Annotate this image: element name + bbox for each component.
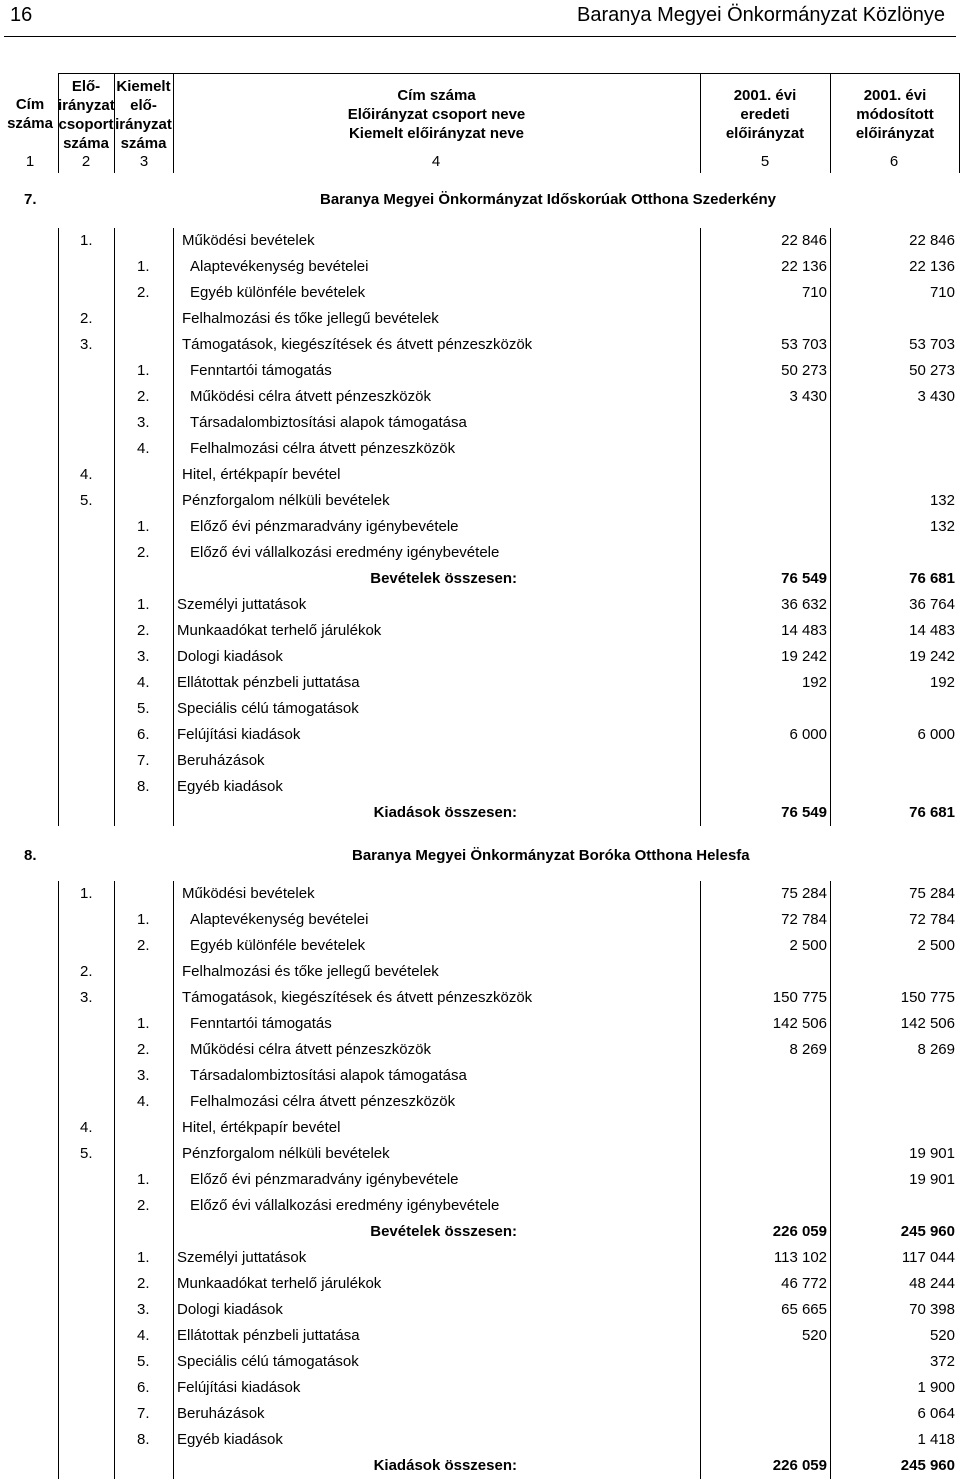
expense-total-modified: 76 681 [909,804,955,821]
item-label: Felhalmozási célra átvett pénzeszközök [190,1093,456,1110]
group-number: 2. [80,310,93,327]
expense-row [0,592,960,618]
modified-amount: 6 064 [917,1405,955,1422]
income-row [0,436,960,462]
column-rule [114,228,115,826]
expense-total-modified: 245 960 [900,1457,955,1474]
original-amount: 72 784 [781,911,827,928]
original-amount: 520 [801,1327,827,1344]
expense-number: 6. [137,726,150,743]
income-row [0,254,960,280]
group-number: 4. [80,466,93,483]
income-total-row [0,1219,960,1245]
expense-number: 3. [137,648,150,665]
item-number: 1. [137,1015,150,1032]
expense-total-original: 226 059 [772,1457,827,1474]
income-total-label: Bevételek összesen: [370,570,517,587]
item-number: 2. [137,937,150,954]
expense-row [0,748,960,774]
group-number: 1. [80,885,93,902]
modified-amount: 22 846 [909,232,955,249]
expense-number: 1. [137,1249,150,1266]
col-eredeti: 2001. évi eredeti előirányzat [725,87,805,142]
item-label: Előző évi pénzmaradvány igénybevétele [190,1171,459,1188]
modified-amount: 1 418 [917,1431,955,1448]
item-number: 1. [137,258,150,275]
publication-title: Baranya Megyei Önkormányzat Közlönye [577,4,945,26]
col-number: 6 [889,153,899,170]
column-rule [830,228,831,826]
group-label: Támogatások, kiegészítések és átvett pénzeszközök [182,989,533,1006]
modified-amount: 19 901 [909,1171,955,1188]
group-label: Felhalmozási és tőke jellegű bevételek [182,310,439,327]
item-label: Előző évi pénzmaradvány igénybevétele [190,518,459,535]
expense-row [0,722,960,748]
column-rule [58,228,59,826]
expense-row [0,774,960,800]
original-amount: 8 269 [789,1041,827,1058]
modified-amount: 50 273 [909,362,955,379]
original-amount: 19 242 [781,648,827,665]
column-rule [830,881,831,1479]
income-row [0,1011,960,1037]
expense-label: Munkaadókat terhelő járulékok [177,622,382,639]
expense-label: Felújítási kiadások [177,1379,301,1396]
col-number: 2 [81,153,91,170]
income-total-row [0,566,960,592]
income-row [0,933,960,959]
group-number: 4. [80,1119,93,1136]
group-label: Támogatások, kiegészítések és átvett pénzeszközök [182,336,533,353]
section-number: 8. [24,847,37,864]
col-cim-szama: Cím száma [7,96,53,132]
income-row [0,358,960,384]
col-number: 3 [139,153,149,170]
expense-label: Ellátottak pénzbeli juttatása [177,1327,360,1344]
group-label: Felhalmozási és tőke jellegű bevételek [182,963,439,980]
income-row [0,462,960,488]
col-megnevezes: Cím száma Előirányzat csoport neve Kiemelt előirányzat neve [347,87,526,142]
income-row [0,540,960,566]
income-row [0,1089,960,1115]
modified-amount: 6 000 [917,726,955,743]
income-row [0,1037,960,1063]
modified-amount: 72 784 [909,911,955,928]
group-label: Pénzforgalom nélküli bevételek [182,1145,390,1162]
expense-number: 2. [137,1275,150,1292]
modified-amount: 710 [929,284,955,301]
original-amount: 113 102 [773,1249,827,1266]
page-number: 16 [10,4,33,26]
modified-amount: 8 269 [917,1041,955,1058]
income-total-modified: 245 960 [900,1223,955,1240]
column-rule [114,881,115,1479]
expense-number: 2. [137,622,150,639]
item-number: 3. [137,414,150,431]
expense-row [0,696,960,722]
item-label: Fenntartói támogatás [190,362,332,379]
item-number: 1. [137,518,150,535]
expense-row [0,1427,960,1453]
col-kiemelt-eloiranyzat: Kiemelt elő- irányzat száma [115,78,172,152]
original-amount: 75 284 [781,885,827,902]
col-eloiranyzat-csoport: Elő- irányzat csoport száma [58,78,115,152]
item-number: 1. [137,1171,150,1188]
modified-amount: 3 430 [917,388,955,405]
expense-label: Dologi kiadások [177,1301,283,1318]
modified-amount: 48 244 [909,1275,955,1292]
expense-total-label: Kiadások összesen: [373,1457,517,1474]
original-amount: 3 430 [789,388,827,405]
group-label: Hitel, értékpapír bevétel [182,466,341,483]
column-rule [58,881,59,1479]
section-title: Baranya Megyei Önkormányzat Időskorúak Otthona Szederkény [320,191,776,208]
income-row [0,410,960,436]
section-number: 7. [24,191,37,208]
expense-row [0,1245,960,1271]
modified-amount: 520 [929,1327,955,1344]
income-row [0,881,960,907]
modified-amount: 14 483 [909,622,955,639]
income-total-original: 226 059 [772,1223,827,1240]
income-row [0,985,960,1011]
modified-amount: 192 [929,674,955,691]
expense-label: Dologi kiadások [177,648,283,665]
item-number: 2. [137,388,150,405]
income-row [0,384,960,410]
modified-amount: 2 500 [917,937,955,954]
expense-row [0,1297,960,1323]
original-amount: 150 775 [772,989,827,1006]
original-amount: 46 772 [781,1275,827,1292]
item-label: Előző évi vállalkozási eredmény igénybevétele [190,544,500,561]
item-number: 2. [137,1041,150,1058]
expense-label: Munkaadókat terhelő járulékok [177,1275,382,1292]
expense-number: 5. [137,1353,150,1370]
section-title: Baranya Megyei Önkormányzat Boróka Otthona Helesfa [352,847,750,864]
column-rule [700,228,701,826]
modified-amount: 19 901 [909,1145,955,1162]
original-amount: 14 483 [781,622,827,639]
income-row [0,280,960,306]
original-amount: 65 665 [781,1301,827,1318]
expense-number: 4. [137,1327,150,1344]
expense-number: 3. [137,1301,150,1318]
expense-total-row [0,800,960,826]
expense-row [0,670,960,696]
col-modositott: 2001. évi módosított előirányzat [855,87,935,142]
expense-row [0,1375,960,1401]
modified-amount: 75 284 [909,885,955,902]
original-amount: 36 632 [781,596,827,613]
expense-label: Egyéb kiadások [177,1431,283,1448]
item-number: 2. [137,544,150,561]
original-amount: 192 [801,674,827,691]
col-number: 4 [431,153,441,170]
expense-number: 8. [137,778,150,795]
modified-amount: 1 900 [917,1379,955,1396]
income-total-original: 76 549 [781,570,827,587]
expense-label: Beruházások [177,752,265,769]
income-row [0,1193,960,1219]
original-amount: 53 703 [781,336,827,353]
modified-amount: 142 506 [900,1015,955,1032]
item-number: 3. [137,1067,150,1084]
expense-total-row [0,1453,960,1479]
group-label: Működési bevételek [182,232,315,249]
group-number: 5. [80,492,93,509]
expense-number: 8. [137,1431,150,1448]
item-label: Alaptevékenység bevételei [190,258,369,275]
modified-amount: 132 [929,518,955,535]
group-label: Pénzforgalom nélküli bevételek [182,492,390,509]
item-label: Alaptevékenység bevételei [190,911,369,928]
modified-amount: 132 [929,492,955,509]
original-amount: 142 506 [772,1015,827,1032]
income-row [0,332,960,358]
modified-amount: 117 044 [901,1249,955,1266]
expense-number: 5. [137,700,150,717]
expense-label: Speciális célú támogatások [177,1353,359,1370]
column-rule [173,881,174,1479]
expense-label: Egyéb kiadások [177,778,283,795]
income-row [0,1167,960,1193]
group-label: Hitel, értékpapír bevétel [182,1119,341,1136]
original-amount: 710 [801,284,827,301]
expense-row [0,618,960,644]
original-amount: 6 000 [789,726,827,743]
expense-label: Ellátottak pénzbeli juttatása [177,674,360,691]
original-amount: 22 846 [781,232,827,249]
item-number: 2. [137,1197,150,1214]
expense-row [0,1349,960,1375]
expense-row [0,1271,960,1297]
column-rule [700,881,701,1479]
item-label: Társadalombiztosítási alapok támogatása [190,1067,467,1084]
column-header [0,73,960,173]
income-row [0,1115,960,1141]
item-number: 1. [137,911,150,928]
expense-number: 1. [137,596,150,613]
expense-row [0,1401,960,1427]
header-rule [4,36,956,37]
income-total-modified: 76 681 [909,570,955,587]
expense-label: Személyi juttatások [177,596,307,613]
item-label: Működési célra átvett pénzeszközök [190,1041,431,1058]
modified-amount: 19 242 [909,648,955,665]
income-row [0,488,960,514]
col-number: 1 [25,153,35,170]
income-row [0,514,960,540]
modified-amount: 53 703 [909,336,955,353]
expense-total-label: Kiadások összesen: [373,804,517,821]
item-label: Felhalmozási célra átvett pénzeszközök [190,440,456,457]
group-number: 3. [80,989,93,1006]
income-row [0,228,960,254]
group-number: 3. [80,336,93,353]
income-row [0,306,960,332]
item-number: 4. [137,1093,150,1110]
expense-number: 4. [137,674,150,691]
modified-amount: 150 775 [900,989,955,1006]
original-amount: 22 136 [781,258,827,275]
expense-number: 6. [137,1379,150,1396]
modified-amount: 36 764 [909,596,955,613]
modified-amount: 22 136 [909,258,955,275]
original-amount: 2 500 [789,937,827,954]
item-label: Társadalombiztosítási alapok támogatása [190,414,467,431]
expense-label: Felújítási kiadások [177,726,301,743]
group-number: 1. [80,232,93,249]
group-label: Működési bevételek [182,885,315,902]
income-row [0,1063,960,1089]
income-total-label: Bevételek összesen: [370,1223,517,1240]
expense-total-original: 76 549 [781,804,827,821]
expense-number: 7. [137,752,150,769]
item-number: 1. [137,362,150,379]
item-label: Egyéb különféle bevételek [190,937,366,954]
item-label: Egyéb különféle bevételek [190,284,366,301]
column-rule [173,228,174,826]
income-row [0,1141,960,1167]
group-number: 5. [80,1145,93,1162]
page-header [0,0,960,40]
income-row [0,907,960,933]
expense-row [0,1323,960,1349]
group-number: 2. [80,963,93,980]
expense-number: 7. [137,1405,150,1422]
expense-row [0,644,960,670]
income-row [0,959,960,985]
item-label: Fenntartói támogatás [190,1015,332,1032]
item-number: 2. [137,284,150,301]
expense-label: Beruházások [177,1405,265,1422]
col-number: 5 [760,153,770,170]
item-number: 4. [137,440,150,457]
modified-amount: 70 398 [909,1301,955,1318]
original-amount: 50 273 [781,362,827,379]
expense-label: Személyi juttatások [177,1249,307,1266]
item-label: Előző évi vállalkozási eredmény igénybevétele [190,1197,500,1214]
modified-amount: 372 [929,1353,955,1370]
item-label: Működési célra átvett pénzeszközök [190,388,431,405]
expense-label: Speciális célú támogatások [177,700,359,717]
